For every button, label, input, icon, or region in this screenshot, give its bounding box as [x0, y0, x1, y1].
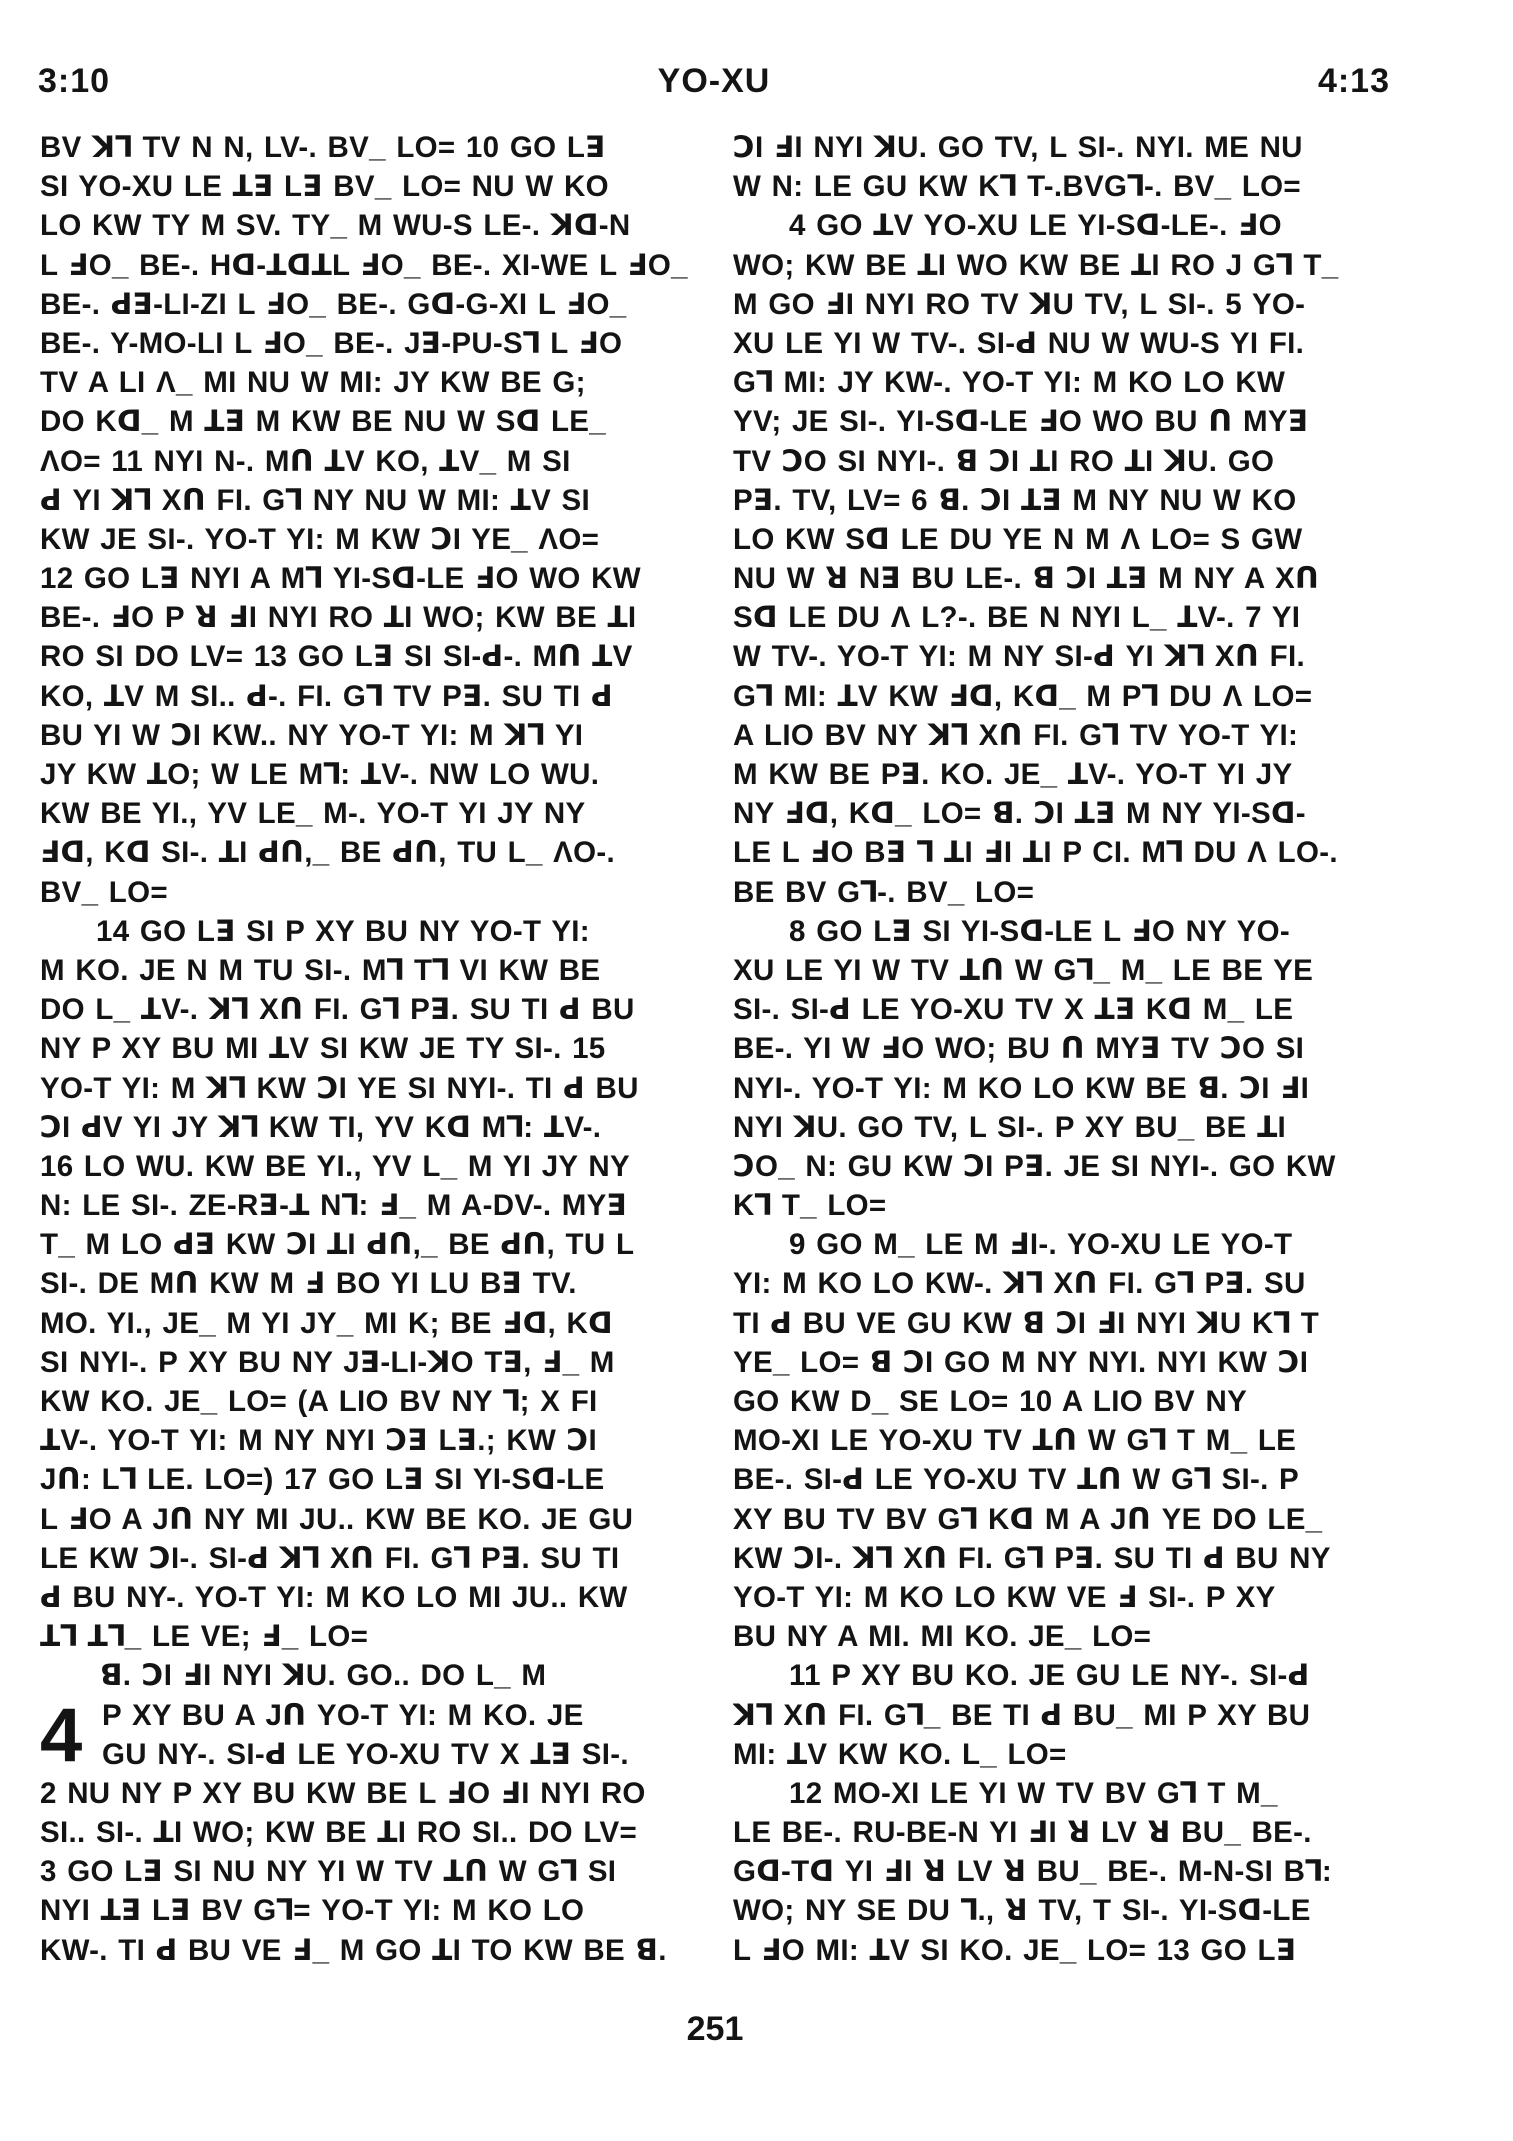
text-line: DO Kꓷ_ M ꓕꓱ M KW BE NU W Sꓷ LE_ [40, 405, 606, 439]
text-line: BE-. SI-ꓒ LE YO-XU TV ꓕꓵ W Gꓶ SI-. P [733, 1463, 1300, 1497]
text-line: P XY BU A Jꓵ YO-T YI: M KO. JE [102, 1698, 584, 1732]
text-line: ꓕꓶ ꓕꓶ_ LE VE; ꓞ_ LO= [40, 1620, 369, 1654]
text-line: SI-. SI-ꓒ LE YO-XU TV X ꓕꓱ Kꓷ M_ LE [733, 993, 1294, 1027]
text-line: SI YO-XU LE ꓕꓱ Lꓱ BV_ LO= NU W KO [40, 170, 609, 204]
text-line: TI ꓒ BU VE GU KW ꓭ ꓛI ꓞI NYI ꓘU Kꓶ T [733, 1306, 1320, 1340]
text-line: MI: ꓕV KW KO. L_ LO= [733, 1737, 1067, 1771]
running-head [38, 62, 1390, 106]
text-line: DO L_ ꓕV-. ꓘꓶ Xꓵ FI. Gꓶ Pꓱ. SU TI ꓒ BU [40, 993, 635, 1027]
text-line: BU NY A MI. MI KO. JE_ LO= [733, 1620, 1152, 1654]
text-line: GU NY-. SI-ꓒ LE YO-XU TV X ꓕꓱ SI-. [102, 1737, 629, 1771]
text-line: Pꓱ. TV, LV= 6 ꓭ. ꓛI ꓕꓱ M NY NU W KO [733, 483, 1297, 517]
text-line: BV ꓘꓶ TV N N, LV-. BV_ LO= 10 GO Lꓱ [40, 131, 606, 164]
chapter-opening [40, 1692, 698, 1778]
text-line: KW ꓛI-. ꓘꓶ Xꓵ FI. Gꓶ Pꓱ. SU TI ꓒ BU NY [733, 1541, 1331, 1575]
text-line: SI.. SI-. ꓕI WO; KW BE ꓕI RO SI.. DO LV= [40, 1816, 637, 1850]
text-line: ꓛI ꓒV YI JY ꓘꓶ KW TI, YV Kꓷ Mꓶ: ꓕV-. [40, 1110, 602, 1144]
text-line: KW KO. JE_ LO= (A LIO BV NY ꓶ; X FI [40, 1385, 598, 1418]
text-line: 8 GO Lꓱ SI YI-Sꓷ-LE L ꓞO NY YO- [789, 914, 1291, 948]
text-line: KW JE SI-. YO-T YI: M KW ꓛI YE_ ΛO= [40, 522, 600, 556]
text-line: NU W ꓤ Nꓱ BU LE-. ꓭ ꓛI ꓕꓱ M NY A Xꓵ [733, 562, 1320, 596]
text-line: NYI ꓕꓱ Lꓱ BV Gꓶ= YO-T YI: M KO LO [40, 1894, 585, 1928]
chapter-verse-end: 4:13 [1317, 62, 1390, 100]
text-line: Kꓶ T_ LO= [733, 1189, 887, 1223]
text-line: GO KW D_ SE LO= 10 A LIO BV NY [733, 1385, 1248, 1418]
text-line: 9 GO M_ LE M ꓞI-. YO-XU LE YO-T [789, 1228, 1293, 1262]
text-line: SI-. DE Mꓵ KW M ꓞ BO YI LU Bꓱ TV. [40, 1267, 577, 1301]
text-line: 11 P XY BU KO. JE GU LE NY-. SI-ꓒ [789, 1659, 1310, 1693]
text-line: 4 GO ꓕV YO-XU LE YI-Sꓷ-LE-. ꓞO [789, 209, 1282, 243]
text-line: N: LE SI-. ZE-Rꓱ-ꓕ Nꓶ: ꓞ_ M A-DV-. MYꓱ [40, 1189, 628, 1223]
left-column [40, 128, 698, 1970]
text-line: BE-. YI W ꓞO WO; BU ꓵ MYꓱ TV ꓛO SI [733, 1032, 1305, 1066]
text-line: T_ M LO ꓒꓱ KW ꓛI ꓕI ꓒꓵ,_ BE ꓒꓵ, TU L [40, 1228, 635, 1262]
text-line: MO. YI., JE_ M YI JY_ MI K; BE ꓞꓷ, Kꓷ [40, 1306, 613, 1340]
text-line: TV ꓛO SI NYI-. ꓭ ꓛI ꓕI RO ꓕI ꓘU. GO [733, 444, 1275, 478]
text-line: XY BU TV BV Gꓶ Kꓷ M A Jꓵ YE DO LE_ [733, 1502, 1323, 1536]
text-line: L ꓞO MI: ꓕV SI KO. JE_ LO= 13 GO Lꓱ [733, 1933, 1297, 1967]
text-line: 3 GO Lꓱ SI NU NY YI W TV ꓕꓵ W Gꓶ SI [40, 1855, 617, 1889]
text-line: 12 MO-XI LE YI W TV BV Gꓶ T M_ [789, 1776, 1278, 1810]
text-line: M GO ꓞI NYI RO TV ꓘU TV, L SI-. 5 YO- [733, 287, 1306, 321]
text-line: M KW BE Pꓱ. KO. JE_ ꓕV-. YO-T YI JY [733, 758, 1293, 791]
text-line: ꓛO_ N: GU KW ꓛI Pꓱ. JE SI NYI-. GO KW [733, 1149, 1336, 1183]
text-line: MO-XI LE YO-XU TV ꓕꓵ W Gꓶ T M_ LE [733, 1424, 1297, 1458]
text-line: WO; KW BE ꓕI WO KW BE ꓕI RO J Gꓶ T_ [733, 248, 1339, 282]
text-line: NYI ꓘU. GO TV, L SI-. P XY BU_ BE ꓕI [733, 1110, 1287, 1144]
text-line: LO KW Sꓷ LE DU YE N M Λ LO= S GW [733, 522, 1303, 556]
text-line: 2 NU NY P XY BU KW BE L ꓞO ꓞI NYI RO [40, 1776, 646, 1810]
text-line: LE L ꓞO Bꓱ ꓶ ꓕI ꓞI ꓕI P CI. Mꓶ DU Λ LO-. [733, 836, 1338, 870]
text-line: BU YI W ꓛI KW.. NY YO-T YI: M ꓘꓶ YI [40, 718, 584, 752]
text-line: BE BV Gꓶ-. BV_ LO= [733, 875, 1035, 909]
text-line: YE_ LO= ꓭ ꓛI GO M NY NYI. NYI KW ꓛI [733, 1345, 1309, 1379]
text-line: M KO. JE N M TU SI-. Mꓶ Tꓶ VI KW BE [40, 953, 601, 987]
text-line: XU LE YI W TV ꓕꓵ W Gꓶ_ M_ LE BE YE [733, 953, 1314, 987]
text-line: LO KW TY M SV. TY_ M WU-S LE-. ꓘꓷ-N [40, 209, 631, 243]
text-line: NYI-. YO-T YI: M KO LO KW BE ꓭ. ꓛI ꓞI [733, 1071, 1310, 1105]
text-line: KW-. TI ꓒ BU VE ꓞ_ M GO ꓕI TO KW BE ꓭ. [40, 1933, 667, 1967]
text-line: YO-T YI: M KO LO KW VE ꓞ SI-. P XY [733, 1580, 1276, 1614]
text-line: JY KW ꓕO; W LE Mꓶ: ꓕV-. NW LO WU. [40, 758, 600, 791]
text-line: BE-. Y-MO-LI L ꓞO_ BE-. Jꓱ-PU-Sꓶ L ꓞO [40, 326, 623, 360]
text-line: ꓞꓷ, Kꓷ SI-. ꓕI ꓒꓵ,_ BE ꓒꓵ, TU L_ ΛO-. [40, 836, 616, 870]
text-line: YO-T YI: M ꓘꓶ KW ꓛI YE SI NYI-. TI ꓒ BU [40, 1071, 639, 1105]
text-line: ꓛI ꓞI NYI ꓘU. GO TV, L SI-. NYI. ME NU [733, 131, 1303, 164]
text-line: TV A LI Λ_ MI NU W MI: JY KW BE G; [40, 366, 586, 400]
text-line: BE-. ꓞO P ꓤ ꓞI NYI RO ꓕI WO; KW BE ꓕI [40, 601, 637, 635]
page-number: 251 [686, 2010, 744, 2048]
text-line: 14 GO Lꓱ SI P XY BU NY YO-T YI: [96, 914, 590, 948]
book-title: YO-XU [657, 62, 771, 100]
text-line: Sꓷ LE DU Λ L?-. BE N NYI L_ ꓕV-. 7 YI [733, 601, 1301, 635]
text-line: Gꓷ-Tꓷ YI ꓞI ꓤ LV ꓤ BU_ BE-. M-N-SI Bꓶ: [733, 1855, 1333, 1889]
text-line: BV_ LO= [40, 875, 168, 909]
text-line: A LIO BV NY ꓘꓶ Xꓵ FI. Gꓶ TV YO-T YI: [733, 718, 1299, 752]
text-line: ΛO= 11 NYI N-. Mꓵ ꓕV KO, ꓕV_ M SI [40, 444, 571, 478]
text-line: ꓕV-. YO-T YI: M NY NYI ꓛꓱ Lꓱ.; KW ꓛI [40, 1424, 598, 1458]
text-line: ꓒ YI ꓘꓶ Xꓵ FI. Gꓶ NY NU W MI: ꓕV SI [40, 483, 591, 517]
text-line: 12 GO Lꓱ NYI A Mꓶ YI-Sꓷ-LE ꓞO WO KW [40, 562, 641, 596]
text-line: KO, ꓕV M SI.. ꓒ-. FI. Gꓶ TV Pꓱ. SU TI ꓒ [40, 679, 613, 713]
text-line: LE KW ꓛI-. SI-ꓒ ꓘꓶ Xꓵ FI. Gꓶ Pꓱ. SU TI [40, 1541, 620, 1575]
text-line: L ꓞO_ BE-. Hꓷ-ꓕꓷꓕL ꓞO_ BE-. XI-WE L ꓞO_ [40, 248, 688, 282]
text-line: KW BE YI., YV LE_ M-. YO-T YI JY NY [40, 797, 586, 831]
right-column [733, 128, 1393, 1970]
text-line: WO; NY SE DU ꓶ., ꓤ TV, T SI-. YI-Sꓷ-LE [733, 1894, 1311, 1928]
text-line: W N: LE GU KW Kꓶ T-.BVGꓶ-. BV_ LO= [733, 170, 1301, 204]
text-line: W TV-. YO-T YI: M NY SI-ꓒ YI ꓘꓶ Xꓵ FI. [733, 640, 1305, 674]
text-line: NY P XY BU MI ꓕV SI KW JE TY SI-. 15 [40, 1032, 606, 1066]
text-line: L ꓞO A Jꓵ NY MI JU.. KW BE KO. JE GU [40, 1502, 634, 1536]
text-line: Jꓵ: Lꓶ LE. LO=) 17 GO Lꓱ SI YI-Sꓷ-LE [40, 1463, 605, 1497]
text-line: BE-. ꓒꓱ-LI-ZI L ꓞO_ BE-. Gꓷ-G-XI L ꓞO_ [40, 287, 627, 321]
chapter-heading: ꓭ. ꓛI ꓞI NYI ꓘU. GO.. DO L_ M [100, 1659, 547, 1693]
text-line: ꓒ BU NY-. YO-T YI: M KO LO MI JU.. KW [40, 1580, 628, 1614]
text-line: XU LE YI W TV-. SI-ꓒ NU W WU-S YI FI. [733, 326, 1305, 360]
text-line: ꓘꓶ Xꓵ FI. Gꓶ_ BE TI ꓒ BU_ MI P XY BU [733, 1698, 1311, 1732]
text-line: NY ꓞꓷ, Kꓷ_ LO= ꓭ. ꓛI ꓕꓱ M NY YI-Sꓷ- [733, 797, 1306, 831]
text-line: Gꓶ MI: ꓕV KW ꓞꓷ, Kꓷ_ M Pꓶ DU Λ LO= [733, 679, 1313, 713]
text-line: YI: M KO LO KW-. ꓘꓶ Xꓵ FI. Gꓶ Pꓱ. SU [733, 1267, 1306, 1301]
text-line: LE BE-. RU-BE-N YI ꓞI ꓤ LV ꓤ BU_ BE-. [733, 1816, 1312, 1850]
chapter-verse-start: 3:10 [38, 62, 111, 100]
text-line: 16 LO WU. KW BE YI., YV L_ M YI JY NY [40, 1149, 630, 1183]
text-line: RO SI DO LV= 13 GO Lꓱ SI SI-ꓒ-. Mꓵ ꓕV [40, 640, 633, 674]
text-line: Gꓶ MI: JY KW-. YO-T YI: M KO LO KW [733, 366, 1286, 400]
text-line: YV; JE SI-. YI-Sꓷ-LE ꓞO WO BU ꓵ MYꓱ [733, 405, 1309, 439]
text-line: SI NYI-. P XY BU NY Jꓱ-LI-ꓘO Tꓱ, ꓞ_ M [40, 1345, 615, 1379]
drop-cap: 4 [40, 1692, 83, 1778]
